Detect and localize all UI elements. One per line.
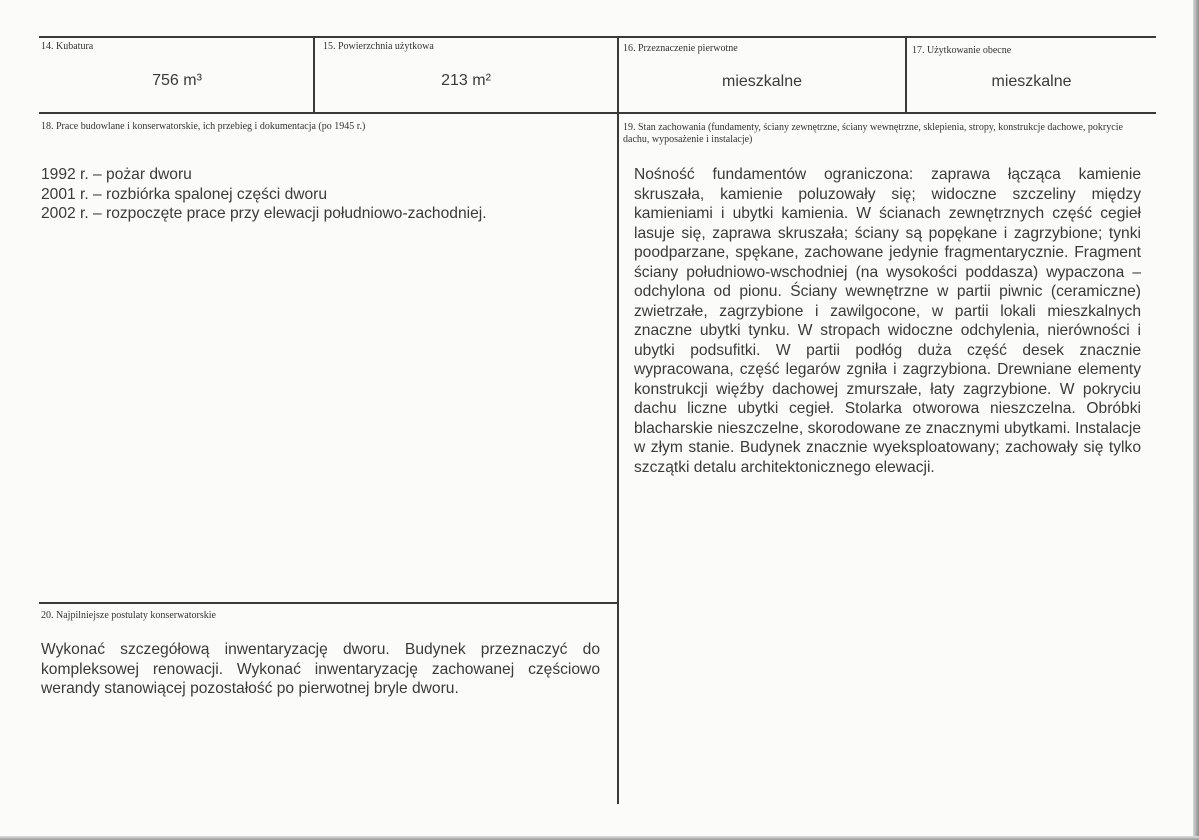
divider-15-16 [617,36,619,804]
stan-text: Nośność fundamentów ograniczona: zaprawa łącząca kamienie skruszała, kamienie poluzowały się; widoczne szczeliny między kamieniami i ubytki kamienia. W ścianach zewnętrznych część cegieł lasuje się, zaprawa skruszała; ściany są popękane i zagrzybione; tynki poodparzane, spękane, zachowane jedynie fragmentarycznie. Fragment ściany południowo-wschodniej (na wysokości poddasza) wypaczona – odchylona od pionu. Ściany wewnętrzne w partii piwnic (ceramiczne) zwietrzałe, zagrzybione i zawilgocone, w partii lokali mieszkalnych znaczne ubytki tynku. W stropach widoczne odchylenia, nierówności i ubytki podsufitki. W partii podłóg duża część desek znacznie wypracowana, część legarów zgniła i zagrzybiona. Drewniane elementy konstrukcji więźby dachowej zmurszałe, łaty zagrzybione. W pokryciu dachu liczne ubytki cegieł. Stolarka otworowa nieszczelna. Obróbki blacharskie nieszczelne, skorodowane ze znacznymi ubytkami. Instalacje w złym stanie. Budynek znacznie wyeksploatowany; zachowały się tylko szczątki detalu architektonicznego elewacji. [634,166,1141,476]
kubatura-value: 756 m³ [152,72,202,89]
prace-entry: 2001 r. – rozbiórka spalonej części dworu [41,185,328,203]
powierzchnia-value: 213 m² [441,72,491,89]
postulaty-label: 20. Najpilniejsze postulaty konserwatorskie [41,610,216,621]
scan-edge-right [1193,0,1199,840]
powierzchnia-label: 15. Powierzchnia użytkowa [323,41,434,52]
postulaty-text: Wykonać szczegółową inwentaryzację dworu. Budynek przeznaczyć do kompleksowej renowacji. Wykonać inwentaryzację zachowanej częściowo werandy stanowiącej pozostałość po pierwotnej bryle dworu. [41,641,600,697]
stan-label: 19. Stan zachowania (fundamenty, ściany zewnętrzne, ściany wewnętrzne, sklepienia, stropy, konstrukcje dachowe, pokrycie dachu, wyposażenie i instalacje) [623,122,1123,145]
prace-label: 18. Prace budowlane i konserwatorskie, ich przebieg i dokumentacja (po 1945 r.) [41,121,366,132]
kubatura-label: 14. Kubatura [41,41,94,52]
uzytkowanie-label: 17. Użytkowanie obecne [912,45,1012,56]
przeznaczenie-label: 16. Przeznaczenie pierwotne [623,43,738,54]
prace-entry: 1992 r. – pożar dworu [41,166,192,183]
uzytkowanie-value: mieszkalne [991,73,1072,90]
prace-list [41,165,487,224]
header-row-bottom-rule [39,112,1156,114]
prace-entry: 2002 r. – rozpoczęte prace przy elewacji południowo-zachodniej. [41,205,487,222]
section-18-20-divider [39,602,619,604]
scan-edge-bottom [0,836,1199,840]
przeznaczenie-value: mieszkalne [721,73,803,90]
top-rule [39,36,1156,38]
